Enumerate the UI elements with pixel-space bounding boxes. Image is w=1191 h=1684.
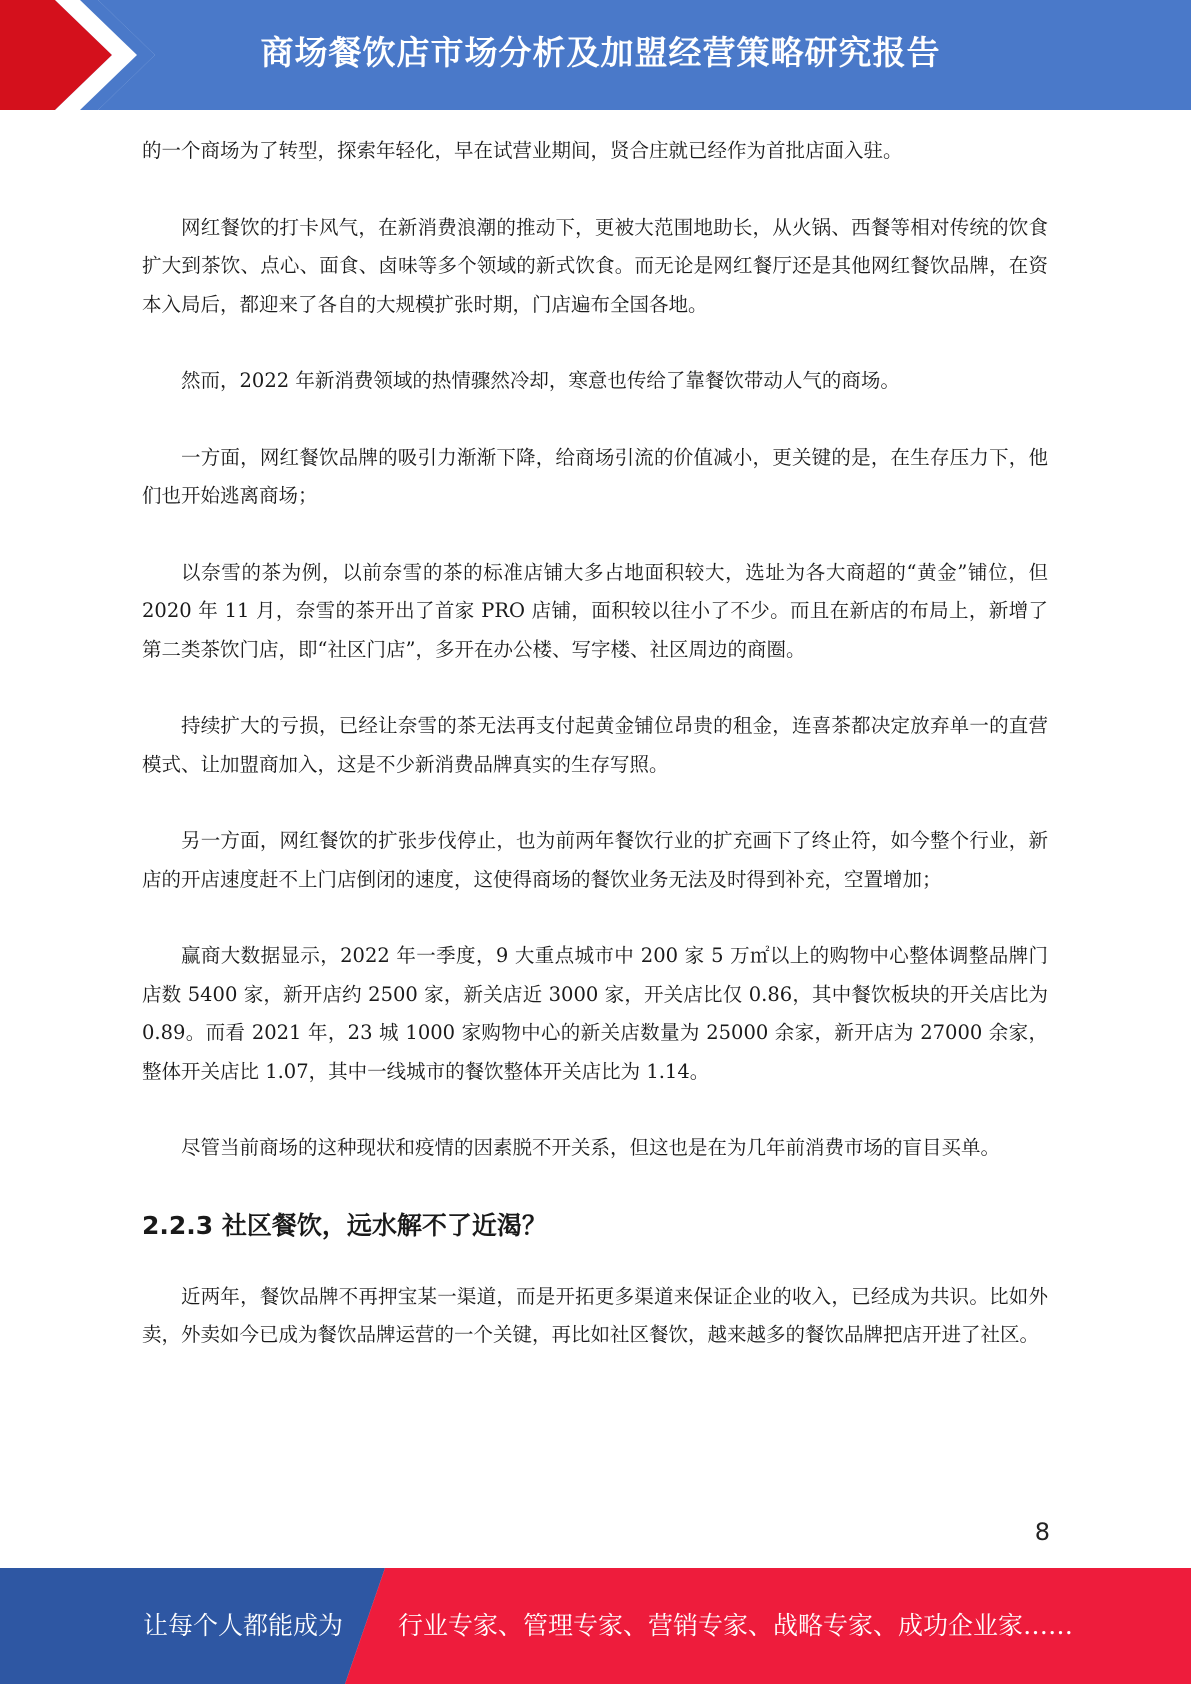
paragraph: 尽管当前商场的这种现状和疫情的因素脱不开关系，但这也是在为几年前消费市场的盲目买单。 (181, 1136, 1001, 1159)
page-content (142, 132, 1048, 1393)
report-title: 商场餐饮店市场分析及加盟经营策略研究报告 (260, 33, 941, 72)
page-number: 8 (1034, 1518, 1050, 1546)
paragraph: 赢商大数据显示，2022 年一季度，9 大重点城市中 200 家 5 万㎡以上的购物中心整体调整品牌门店数 5400 家，新开店约 2500 家，新关店近 3000 家，开关店比仅 0.86，其中餐饮板块的开关店比为 0.89。而看 2021 年，23 城 1000 家购物中心的新关店数量为 25000 余家，新开店为 27000 余家，整体开关店比 1.07，其中一线城市的餐饮整体开关店比为 1.14。 (142, 944, 1048, 1083)
paragraph: 持续扩大的亏损，已经让奈雪的茶无法再支付起黄金铺位昂贵的租金，连喜茶都决定放弃单一的直营模式、让加盟商加入，这是不少新消费品牌真实的生存写照。 (142, 714, 1048, 776)
section-heading: 2.2.3 社区餐饮，远水解不了近渴？ (142, 1210, 547, 1240)
paragraph: 另一方面，网红餐饮的扩张步伐停止，也为前两年餐饮行业的扩充画下了终止符，如今整个行业，新店的开店速度赶不上门店倒闭的速度，这使得商场的餐饮业务无法及时得到补充，空置增加； (142, 829, 1048, 891)
footer-slogan-right: 行业专家、管理专家、营销专家、战略专家、成功企业家…… (398, 1611, 1074, 1640)
paragraph: 的一个商场为了转型，探索年轻化，早在试营业期间，贤合庄就已经作为首批店面入驻。 (142, 139, 903, 162)
paragraph: 然而，2022 年新消费领域的热情骤然冷却，寒意也传给了靠餐饮带动人气的商场。 (181, 369, 900, 392)
page-header (0, 0, 1191, 110)
page-footer (0, 1568, 1191, 1684)
paragraph: 近两年，餐饮品牌不再押宝某一渠道，而是开拓更多渠道来保证企业的收入，已经成为共识。比如外卖，外卖如今已成为餐饮品牌运营的一个关键，再比如社区餐饮，越来越多的餐饮品牌把店开进了社区。 (142, 1284, 1048, 1346)
footer-slogan-left: 让每个人都能成为 (143, 1611, 344, 1640)
paragraph: 以奈雪的茶为例，以前奈雪的茶的标准店铺大多占地面积较大，选址为各大商超的“黄金”铺位，但 2020 年 11 月，奈雪的茶开出了首家 PRO 店铺，面积较以往小了不少。而且在新店的布局上，新增了第二类茶饮门店，即“社区门店”，多开在办公楼、写字楼、社区周边的商圈。 (142, 560, 1048, 661)
paragraph: 网红餐饮的打卡风气，在新消费浪潮的推动下，更被大范围地助长，从火锅、西餐等相对传统的饮食扩大到茶饮、点心、面食、卤味等多个领域的新式饮食。而无论是网红餐厅还是其他网红餐饮品牌，在资本入局后，都迎来了各自的大规模扩张时期，门店遍布全国各地。 (142, 215, 1048, 316)
paragraph: 一方面，网红餐饮品牌的吸引力渐渐下降，给商场引流的价值减小，更关键的是，在生存压力下，他们也开始逃离商场； (142, 445, 1048, 507)
